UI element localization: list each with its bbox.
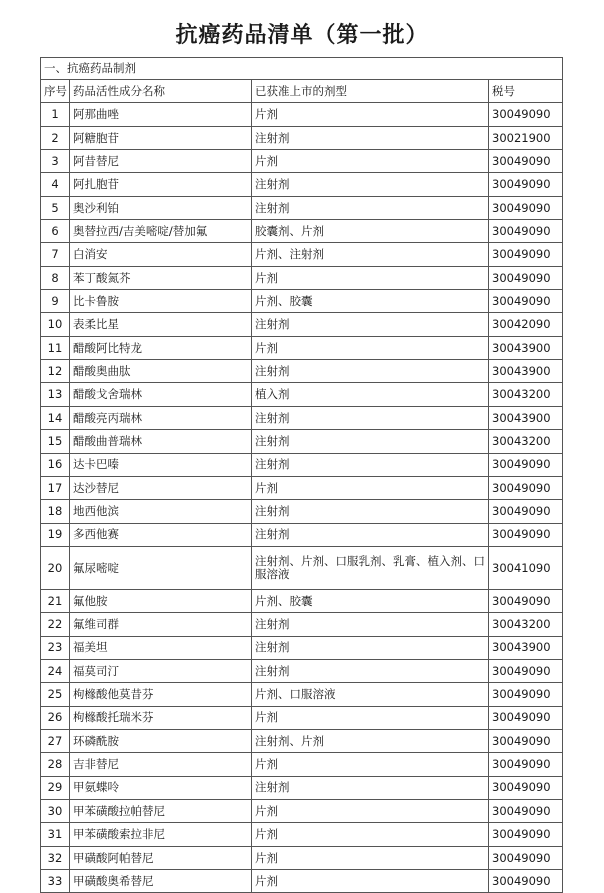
- cell-dosage-form: 注射剂: [252, 173, 489, 196]
- cell-dosage-form: 注射剂: [252, 523, 489, 546]
- cell-drug-name: 醋酸亮丙瑞林: [70, 406, 252, 429]
- cell-seq: 14: [41, 406, 70, 429]
- cell-drug-name: 氟尿嘧啶: [70, 546, 252, 589]
- cell-tariff-code: 30049090: [489, 523, 563, 546]
- cell-dosage-form: 片剂: [252, 266, 489, 289]
- cell-seq: 10: [41, 313, 70, 336]
- cell-tariff-code: 30049090: [489, 500, 563, 523]
- cell-seq: 13: [41, 383, 70, 406]
- cell-dosage-form: 注射剂: [252, 636, 489, 659]
- cell-tariff-code: 30049090: [489, 799, 563, 822]
- cell-drug-name: 阿昔替尼: [70, 150, 252, 173]
- cell-tariff-code: 30049090: [489, 776, 563, 799]
- cell-drug-name: 甲苯磺酸索拉非尼: [70, 823, 252, 846]
- cell-drug-name: 阿扎胞苷: [70, 173, 252, 196]
- cell-tariff-code: 30049090: [489, 846, 563, 869]
- cell-drug-name: 枸橼酸他莫昔芬: [70, 683, 252, 706]
- table-row: [41, 196, 563, 219]
- cell-seq: 3: [41, 150, 70, 173]
- cell-tariff-code: 30043200: [489, 383, 563, 406]
- cell-drug-name: 氟他胺: [70, 589, 252, 612]
- cell-drug-name: 甲苯磺酸拉帕替尼: [70, 799, 252, 822]
- cell-tariff-code: 30049090: [489, 453, 563, 476]
- cell-tariff-code: 30049090: [489, 476, 563, 499]
- cell-dosage-form: 注射剂: [252, 313, 489, 336]
- cell-drug-name: 多西他赛: [70, 523, 252, 546]
- cell-dosage-form: 片剂、胶囊: [252, 290, 489, 313]
- cell-dosage-form: 注射剂: [252, 453, 489, 476]
- cell-tariff-code: 30049090: [489, 220, 563, 243]
- cell-drug-name: 奥沙利铂: [70, 196, 252, 219]
- cell-drug-name: 苯丁酸氮芥: [70, 266, 252, 289]
- cell-seq: 5: [41, 196, 70, 219]
- table-row: [41, 846, 563, 869]
- cell-tariff-code: 30049090: [489, 870, 563, 893]
- cell-tariff-code: 30049090: [489, 266, 563, 289]
- cell-drug-name: 福美坦: [70, 636, 252, 659]
- table-row: [41, 313, 563, 336]
- cell-drug-name: 奥替拉西/吉美嘧啶/替加氟: [70, 220, 252, 243]
- cell-dosage-form: 片剂: [252, 706, 489, 729]
- cell-dosage-form: 片剂、口服溶液: [252, 683, 489, 706]
- table-row: [41, 729, 563, 752]
- cell-dosage-form: 片剂: [252, 150, 489, 173]
- cell-seq: 4: [41, 173, 70, 196]
- table-row: [41, 126, 563, 149]
- cell-tariff-code: 30049090: [489, 196, 563, 219]
- cell-dosage-form: 注射剂: [252, 500, 489, 523]
- table-row: [41, 613, 563, 636]
- table-row: [41, 776, 563, 799]
- cell-tariff-code: 30049090: [489, 823, 563, 846]
- cell-drug-name: 表柔比星: [70, 313, 252, 336]
- cell-tariff-code: 30021900: [489, 126, 563, 149]
- header-row: [41, 80, 563, 103]
- table-row: [41, 290, 563, 313]
- drug-table: [40, 57, 563, 893]
- table-row: [41, 150, 563, 173]
- cell-drug-name: 阿那曲唑: [70, 103, 252, 126]
- cell-tariff-code: 30043200: [489, 430, 563, 453]
- cell-tariff-code: 30043900: [489, 636, 563, 659]
- table-row: [41, 870, 563, 893]
- cell-dosage-form: 注射剂: [252, 360, 489, 383]
- table-row: [41, 430, 563, 453]
- cell-drug-name: 地西他滨: [70, 500, 252, 523]
- cell-seq: 30: [41, 799, 70, 822]
- cell-drug-name: 醋酸戈舍瑞林: [70, 383, 252, 406]
- cell-drug-name: 阿糖胞苷: [70, 126, 252, 149]
- table-row: [41, 523, 563, 546]
- cell-dosage-form: 胶囊剂、片剂: [252, 220, 489, 243]
- cell-drug-name: 枸橼酸托瑞米芬: [70, 706, 252, 729]
- cell-seq: 21: [41, 589, 70, 612]
- table-row: [41, 546, 563, 589]
- cell-dosage-form: 片剂、注射剂: [252, 243, 489, 266]
- table-row: [41, 173, 563, 196]
- cell-drug-name: 环磷酰胺: [70, 729, 252, 752]
- cell-drug-name: 白消安: [70, 243, 252, 266]
- table-row: [41, 589, 563, 612]
- cell-drug-name: 醋酸阿比特龙: [70, 336, 252, 359]
- cell-tariff-code: 30049090: [489, 589, 563, 612]
- cell-seq: 20: [41, 546, 70, 589]
- cell-drug-name: 达沙替尼: [70, 476, 252, 499]
- cell-seq: 22: [41, 613, 70, 636]
- cell-dosage-form: 注射剂、片剂、口服乳剂、乳膏、植入剂、口服溶液: [252, 546, 489, 589]
- cell-tariff-code: 30049090: [489, 150, 563, 173]
- cell-tariff-code: 30041090: [489, 546, 563, 589]
- cell-seq: 29: [41, 776, 70, 799]
- table-row: [41, 243, 563, 266]
- cell-seq: 19: [41, 523, 70, 546]
- cell-dosage-form: 注射剂: [252, 659, 489, 682]
- cell-dosage-form: 片剂: [252, 753, 489, 776]
- cell-drug-name: 福莫司汀: [70, 659, 252, 682]
- cell-seq: 7: [41, 243, 70, 266]
- cell-dosage-form: 注射剂: [252, 613, 489, 636]
- cell-tariff-code: 30049090: [489, 683, 563, 706]
- cell-dosage-form: 注射剂: [252, 196, 489, 219]
- cell-tariff-code: 30049090: [489, 173, 563, 196]
- cell-drug-name: 醋酸曲普瑞林: [70, 430, 252, 453]
- table-row: [41, 383, 563, 406]
- cell-dosage-form: 注射剂: [252, 126, 489, 149]
- cell-tariff-code: 30049090: [489, 753, 563, 776]
- cell-seq: 15: [41, 430, 70, 453]
- table-row: [41, 476, 563, 499]
- page-title: 抗癌药品清单（第一批）: [175, 23, 429, 48]
- cell-seq: 16: [41, 453, 70, 476]
- cell-seq: 6: [41, 220, 70, 243]
- header-seq: 序号: [41, 80, 70, 103]
- cell-tariff-code: 30049090: [489, 243, 563, 266]
- cell-seq: 11: [41, 336, 70, 359]
- table-row: [41, 636, 563, 659]
- cell-drug-name: 醋酸奥曲肽: [70, 360, 252, 383]
- header-form: 已获准上市的剂型: [252, 80, 489, 103]
- cell-seq: 2: [41, 126, 70, 149]
- cell-seq: 32: [41, 846, 70, 869]
- table-row: [41, 659, 563, 682]
- cell-tariff-code: 30049090: [489, 103, 563, 126]
- cell-seq: 9: [41, 290, 70, 313]
- cell-drug-name: 氟维司群: [70, 613, 252, 636]
- table-row: [41, 453, 563, 476]
- cell-dosage-form: 片剂: [252, 476, 489, 499]
- cell-seq: 31: [41, 823, 70, 846]
- cell-seq: 27: [41, 729, 70, 752]
- cell-tariff-code: 30043900: [489, 360, 563, 383]
- cell-seq: 25: [41, 683, 70, 706]
- cell-tariff-code: 30043900: [489, 336, 563, 359]
- cell-tariff-code: 30049090: [489, 290, 563, 313]
- cell-drug-name: 比卡鲁胺: [70, 290, 252, 313]
- table-row: [41, 500, 563, 523]
- cell-seq: 17: [41, 476, 70, 499]
- table-row: [41, 823, 563, 846]
- table-row: [41, 683, 563, 706]
- cell-dosage-form: 片剂、胶囊: [252, 589, 489, 612]
- section-row: [41, 58, 563, 80]
- cell-seq: 26: [41, 706, 70, 729]
- cell-dosage-form: 片剂: [252, 799, 489, 822]
- cell-seq: 12: [41, 360, 70, 383]
- table-row: [41, 753, 563, 776]
- cell-dosage-form: 植入剂: [252, 383, 489, 406]
- cell-drug-name: 达卡巴嗪: [70, 453, 252, 476]
- cell-dosage-form: 注射剂: [252, 406, 489, 429]
- cell-tariff-code: 30043200: [489, 613, 563, 636]
- table-row: [41, 799, 563, 822]
- table-row: [41, 266, 563, 289]
- cell-seq: 23: [41, 636, 70, 659]
- cell-seq: 1: [41, 103, 70, 126]
- cell-drug-name: 甲磺酸阿帕替尼: [70, 846, 252, 869]
- cell-tariff-code: 30049090: [489, 659, 563, 682]
- table-row: [41, 706, 563, 729]
- table-row: [41, 103, 563, 126]
- cell-dosage-form: 注射剂: [252, 776, 489, 799]
- table-row: [41, 336, 563, 359]
- table-row: [41, 360, 563, 383]
- cell-dosage-form: 注射剂、片剂: [252, 729, 489, 752]
- cell-seq: 28: [41, 753, 70, 776]
- cell-drug-name: 甲磺酸奥希替尼: [70, 870, 252, 893]
- cell-dosage-form: 片剂: [252, 336, 489, 359]
- section-heading: 一、抗癌药品制剂: [41, 58, 563, 80]
- header-code: 税号: [489, 80, 563, 103]
- cell-dosage-form: 片剂: [252, 103, 489, 126]
- cell-seq: 18: [41, 500, 70, 523]
- table-row: [41, 406, 563, 429]
- cell-dosage-form: 片剂: [252, 870, 489, 893]
- cell-seq: 8: [41, 266, 70, 289]
- cell-dosage-form: 片剂: [252, 823, 489, 846]
- cell-seq: 24: [41, 659, 70, 682]
- cell-drug-name: 吉非替尼: [70, 753, 252, 776]
- cell-dosage-form: 片剂: [252, 846, 489, 869]
- cell-seq: 33: [41, 870, 70, 893]
- header-name: 药品活性成分名称: [70, 80, 252, 103]
- cell-tariff-code: 30042090: [489, 313, 563, 336]
- cell-drug-name: 甲氨蝶呤: [70, 776, 252, 799]
- cell-tariff-code: 30049090: [489, 729, 563, 752]
- cell-tariff-code: 30049090: [489, 706, 563, 729]
- cell-dosage-form: 注射剂: [252, 430, 489, 453]
- table-row: [41, 220, 563, 243]
- cell-tariff-code: 30043900: [489, 406, 563, 429]
